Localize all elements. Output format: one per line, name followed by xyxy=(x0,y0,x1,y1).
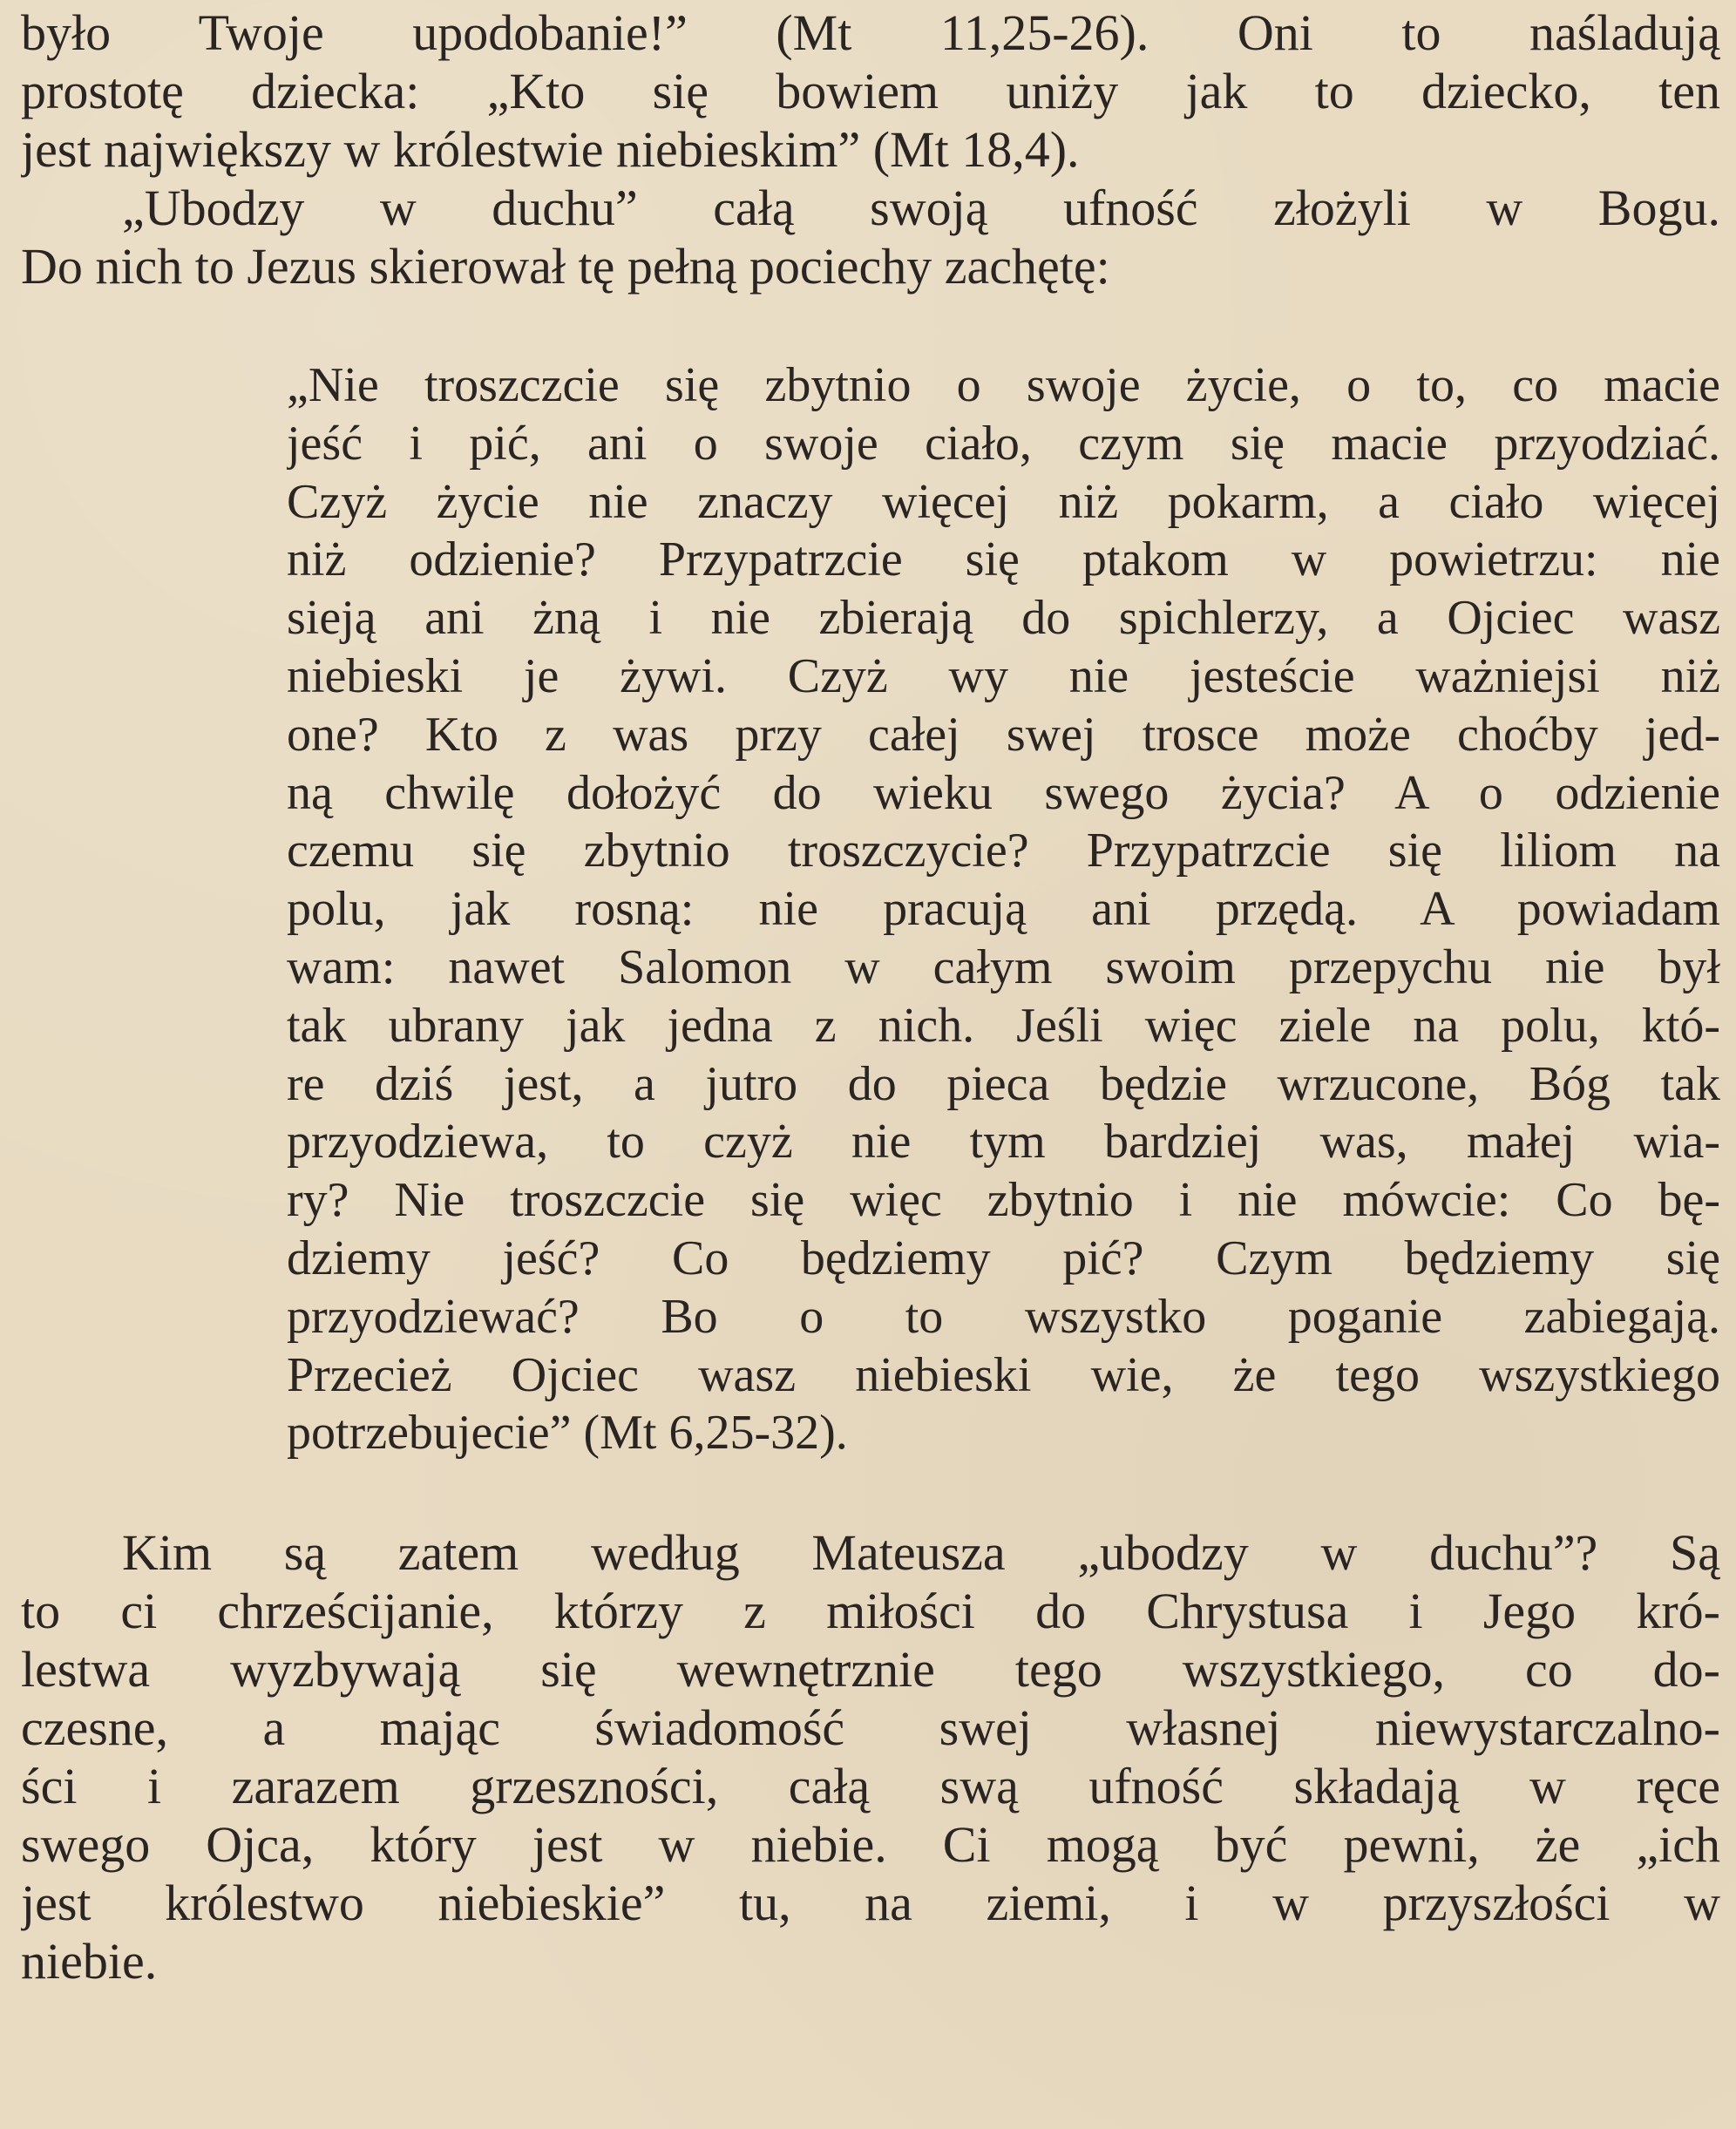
quote-line: niż odzienie? Przypatrzcie się ptakom w powietrzu: nie xyxy=(287,532,1720,587)
text-line: czesne, a mając świadomość swej własnej niewystarczalno- xyxy=(21,1699,1720,1757)
quote-line: przyodziewa, to czyż nie tym bardziej was, małej wia- xyxy=(287,1115,1720,1170)
paragraph-top xyxy=(21,3,1720,179)
quote-line: dziemy jeść? Co będziemy pić? Czym będziemy się xyxy=(287,1231,1720,1285)
quote-line: jeść i pić, ani o swoje ciało, czym się macie przyodziać. xyxy=(287,416,1720,471)
paragraph-closing xyxy=(21,1523,1720,1990)
text-line: jest największy w królestwie niebieskim” (Mt 18,4). xyxy=(21,121,1080,178)
text-line: Do nich to Jezus skierował tę pełną pociechy zachętę: xyxy=(21,238,1110,295)
text-line: prostotę dziecka: „Kto się bowiem uniży jak to dziecko, ten xyxy=(21,63,1720,119)
quote-line: re dziś jest, a jutro do pieca będzie wrzucone, Bóg tak xyxy=(287,1056,1720,1111)
quote-line: Przecież Ojciec wasz niebieski wie, że tego wszystkiego xyxy=(287,1347,1720,1402)
quote-line: polu, jak rosną: nie pracują ani przędą. A powiadam xyxy=(287,882,1720,937)
text-line: swego Ojca, który jest w niebie. Ci mogą być pewni, że „ich xyxy=(21,1816,1720,1874)
text-line: jest królestwo niebieskie” tu, na ziemi, i w przyszłości w xyxy=(21,1875,1720,1932)
text-line: Kim są zatem według Mateusza „ubodzy w duchu”? Są xyxy=(122,1524,1720,1582)
text-line: ści i zarazem grzeszności, całą swą ufność składają w ręce xyxy=(21,1758,1720,1815)
block-quote xyxy=(287,356,1720,1462)
text-line: było Twoje upodobanie!” (Mt 11,25-26). Oni to naśladują xyxy=(21,4,1720,61)
quote-line: tak ubrany jak jedna z nich. Jeśli więc ziele na polu, któ- xyxy=(287,998,1720,1053)
quote-line: przyodziewać? Bo o to wszystko poganie zabiegają. xyxy=(287,1289,1720,1344)
quote-line: czemu się zbytnio troszczycie? Przypatrzcie się liliom na xyxy=(287,824,1720,878)
quote-line: ną chwilę dołożyć do wieku swego życia? A o odzienie xyxy=(287,765,1720,820)
quote-line: wam: nawet Salomon w całym swoim przepychu nie był xyxy=(287,939,1720,994)
text-line: „Ubodzy w duchu” całą swoją ufność złożyli w Bogu. xyxy=(122,180,1720,236)
quote-line: ry? Nie troszczcie się więc zbytnio i nie mówcie: Co bę- xyxy=(287,1173,1720,1228)
quote-line: „Nie troszczcie się zbytnio o swoje życie, o to, co macie xyxy=(287,358,1720,412)
paragraph-second xyxy=(21,179,1720,295)
text-line: lestwa wyzbywają się wewnętrznie tego wszystkiego, co do- xyxy=(21,1641,1720,1698)
quote-line: Czyż życie nie znaczy więcej niż pokarm, a ciało więcej xyxy=(287,474,1720,529)
quote-line: sieją ani żną i nie zbierają do spichlerzy, a Ojciec wasz xyxy=(287,591,1720,646)
text-line: niebie. xyxy=(21,1933,158,1990)
text-line: to ci chrześcijanie, którzy z miłości do Chrystusa i Jego kró- xyxy=(21,1583,1720,1640)
quote-line: niebieski je żywi. Czyż wy nie jesteście ważniejsi niż xyxy=(287,648,1720,703)
quote-line: potrzebujecie” (Mt 6,25-32). xyxy=(287,1406,848,1461)
quote-line: one? Kto z was przy całej swej trosce może choćby jed- xyxy=(287,707,1720,762)
